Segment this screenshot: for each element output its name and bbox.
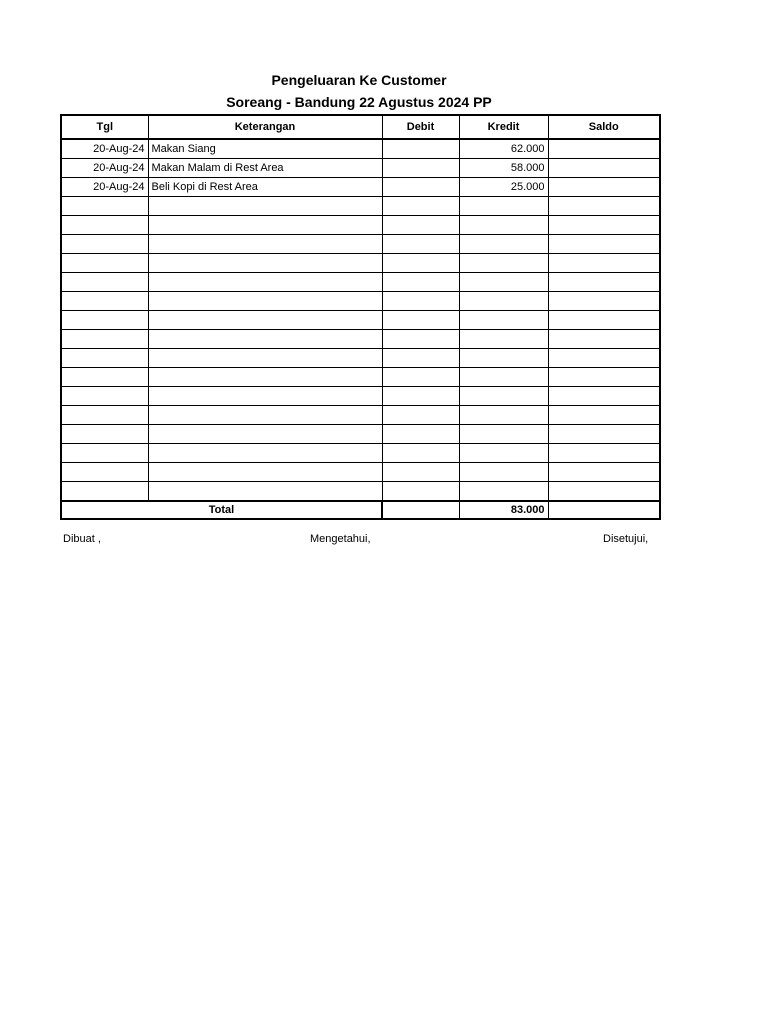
cell-tgl: 20-Aug-24 [61,178,148,197]
cell-saldo [548,368,660,387]
cell-kredit [459,425,548,444]
cell-tgl [61,406,148,425]
cell-tgl [61,463,148,482]
cell-tgl [61,368,148,387]
total-saldo [548,501,660,519]
cell-tgl: 20-Aug-24 [61,139,148,159]
column-header-tgl: Tgl [61,115,148,139]
document-title: Pengeluaran Ke Customer [271,72,447,88]
signature-made-by: Dibuat , [63,533,101,545]
cell-tgl [61,273,148,292]
cell-tgl [61,311,148,330]
total-debit [382,501,459,519]
cell-tgl [61,482,148,502]
cell-saldo [548,406,660,425]
cell-debit [382,349,459,368]
table-row [61,425,660,444]
table-row [61,235,660,254]
cell-tgl [61,425,148,444]
cell-debit [382,368,459,387]
cell-keterangan [148,273,382,292]
cell-saldo [548,292,660,311]
cell-saldo [548,139,660,159]
table-row [61,387,660,406]
cell-keterangan [148,235,382,254]
cell-saldo [548,349,660,368]
cell-tgl [61,387,148,406]
column-header-saldo: Saldo [548,115,660,139]
cell-kredit [459,368,548,387]
column-header-kredit: Kredit [459,115,548,139]
cell-debit [382,406,459,425]
cell-kredit [459,482,548,502]
cell-kredit [459,273,548,292]
column-header-keterangan: Keterangan [148,115,382,139]
cell-saldo [548,387,660,406]
cell-saldo [548,235,660,254]
cell-debit [382,425,459,444]
cell-debit [382,311,459,330]
cell-debit [382,444,459,463]
cell-saldo [548,178,660,197]
signature-approved: Disetujui, [603,533,649,545]
cell-saldo [548,216,660,235]
cell-keterangan [148,311,382,330]
cell-tgl [61,444,148,463]
table-row [61,330,660,349]
table-row [61,159,660,178]
ledger-body [61,139,660,501]
cell-kredit [459,444,548,463]
cell-tgl [61,292,148,311]
table-row [61,482,660,502]
cell-debit [382,273,459,292]
cell-tgl: 20-Aug-24 [61,159,148,178]
table-row [61,349,660,368]
cell-saldo [548,254,660,273]
cell-keterangan [148,349,382,368]
cell-kredit [459,292,548,311]
cell-debit [382,292,459,311]
cell-saldo [548,311,660,330]
table-row [61,368,660,387]
table-row [61,444,660,463]
cell-keterangan: Makan Malam di Rest Area [148,159,382,178]
table-row [61,254,660,273]
table-row [61,197,660,216]
cell-keterangan [148,463,382,482]
cell-keterangan: Beli Kopi di Rest Area [148,178,382,197]
cell-keterangan [148,482,382,502]
table-header-row [61,115,660,139]
cell-kredit [459,254,548,273]
table-row [61,273,660,292]
total-kredit: 83.000 [459,501,548,519]
cell-keterangan [148,292,382,311]
cell-saldo [548,197,660,216]
cell-tgl [61,235,148,254]
cell-keterangan [148,406,382,425]
total-label: Total [61,501,382,519]
total-row [61,501,660,519]
cell-tgl [61,197,148,216]
table-row [61,292,660,311]
table-row [61,406,660,425]
cell-kredit [459,406,548,425]
cell-debit [382,387,459,406]
cell-keterangan [148,330,382,349]
cell-saldo [548,330,660,349]
cell-saldo [548,159,660,178]
cell-kredit [459,349,548,368]
cell-kredit [459,330,548,349]
cell-saldo [548,444,660,463]
document-subtitle: Soreang - Bandung 22 Agustus 2024 PP [226,94,492,110]
cell-keterangan [148,254,382,273]
cell-debit [382,330,459,349]
table-row [61,311,660,330]
cell-tgl [61,349,148,368]
cell-kredit [459,197,548,216]
cell-debit [382,178,459,197]
column-header-debit: Debit [382,115,459,139]
table-row [61,139,660,159]
cell-kredit [459,311,548,330]
cell-debit [382,197,459,216]
cell-debit [382,159,459,178]
cell-debit [382,139,459,159]
cell-keterangan [148,425,382,444]
cell-keterangan [148,197,382,216]
cell-kredit: 62.000 [459,139,548,159]
cell-debit [382,482,459,502]
cell-kredit: 58.000 [459,159,548,178]
cell-keterangan [148,368,382,387]
cell-kredit [459,387,548,406]
cell-saldo [548,425,660,444]
cell-debit [382,463,459,482]
cell-tgl [61,330,148,349]
cell-kredit: 25.000 [459,178,548,197]
cell-kredit [459,235,548,254]
cell-kredit [459,216,548,235]
cell-saldo [548,463,660,482]
cell-keterangan: Makan Siang [148,139,382,159]
signature-acknowledged: Mengetahui, [310,533,371,545]
cell-debit [382,254,459,273]
cell-saldo [548,482,660,502]
cell-debit [382,216,459,235]
cell-tgl [61,254,148,273]
cell-keterangan [148,444,382,463]
table-row [61,463,660,482]
cell-debit [382,235,459,254]
table-row [61,216,660,235]
cell-tgl [61,216,148,235]
cell-kredit [459,463,548,482]
ledger-table [60,114,661,520]
table-row [61,178,660,197]
cell-saldo [548,273,660,292]
cell-keterangan [148,216,382,235]
cell-keterangan [148,387,382,406]
